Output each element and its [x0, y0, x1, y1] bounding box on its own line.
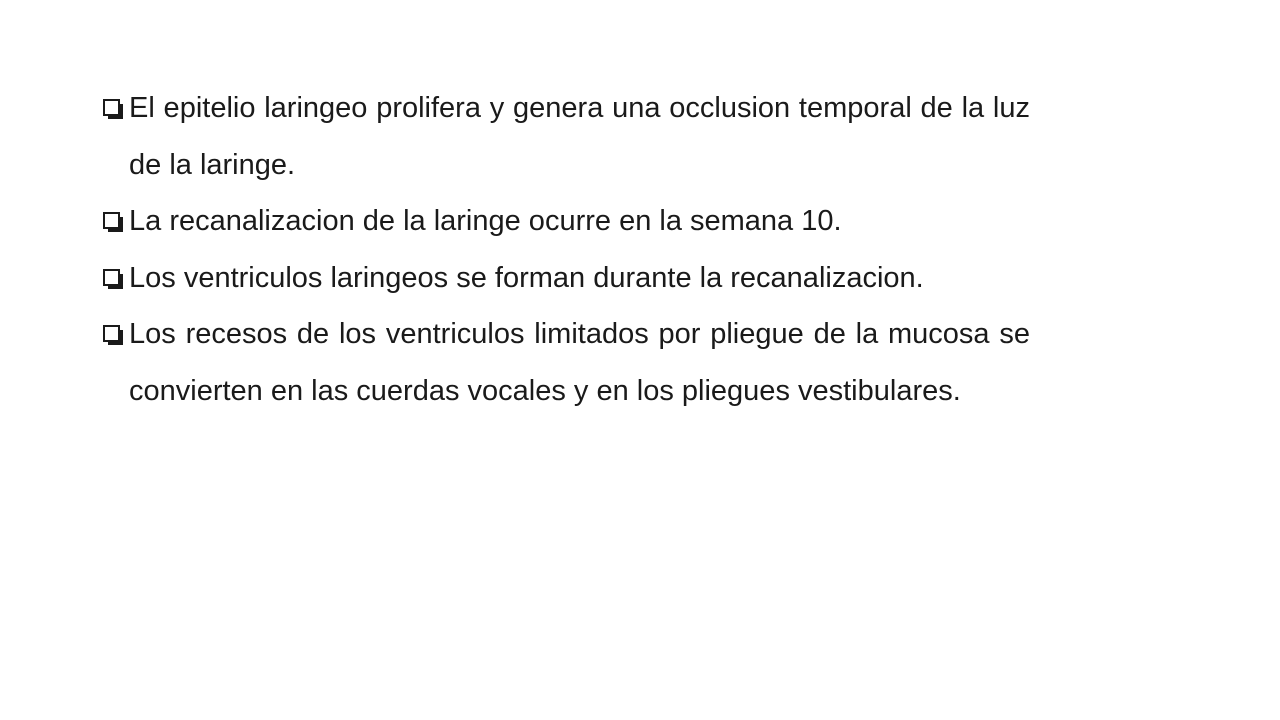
list-item: [101, 250, 1030, 307]
bullet-text: La recanalizacion de la laringe ocurre en la semana 10.: [129, 205, 842, 237]
list-item: [101, 80, 1030, 193]
bullet-list: [101, 80, 1030, 419]
list-item: [101, 306, 1030, 419]
bullet-text: El epitelio laringeo prolifera y genera una occlusion temporal de la luz de la laringe.: [129, 92, 1030, 181]
bullet-text: Los ventriculos laringeos se forman durante la recanalizacion.: [129, 261, 924, 294]
bullet-text: Los recesos de los ventriculos limitados por pliegue de la mucosa se convierten en las cuerdas vocales y en los pliegues vestibulares.: [129, 318, 1030, 407]
checkbox-bullet-icon: [103, 269, 123, 289]
list-item: [101, 193, 1030, 250]
checkbox-bullet-icon: [103, 99, 123, 119]
checkbox-bullet-icon: [103, 325, 123, 345]
checkbox-bullet-icon: [103, 212, 123, 232]
